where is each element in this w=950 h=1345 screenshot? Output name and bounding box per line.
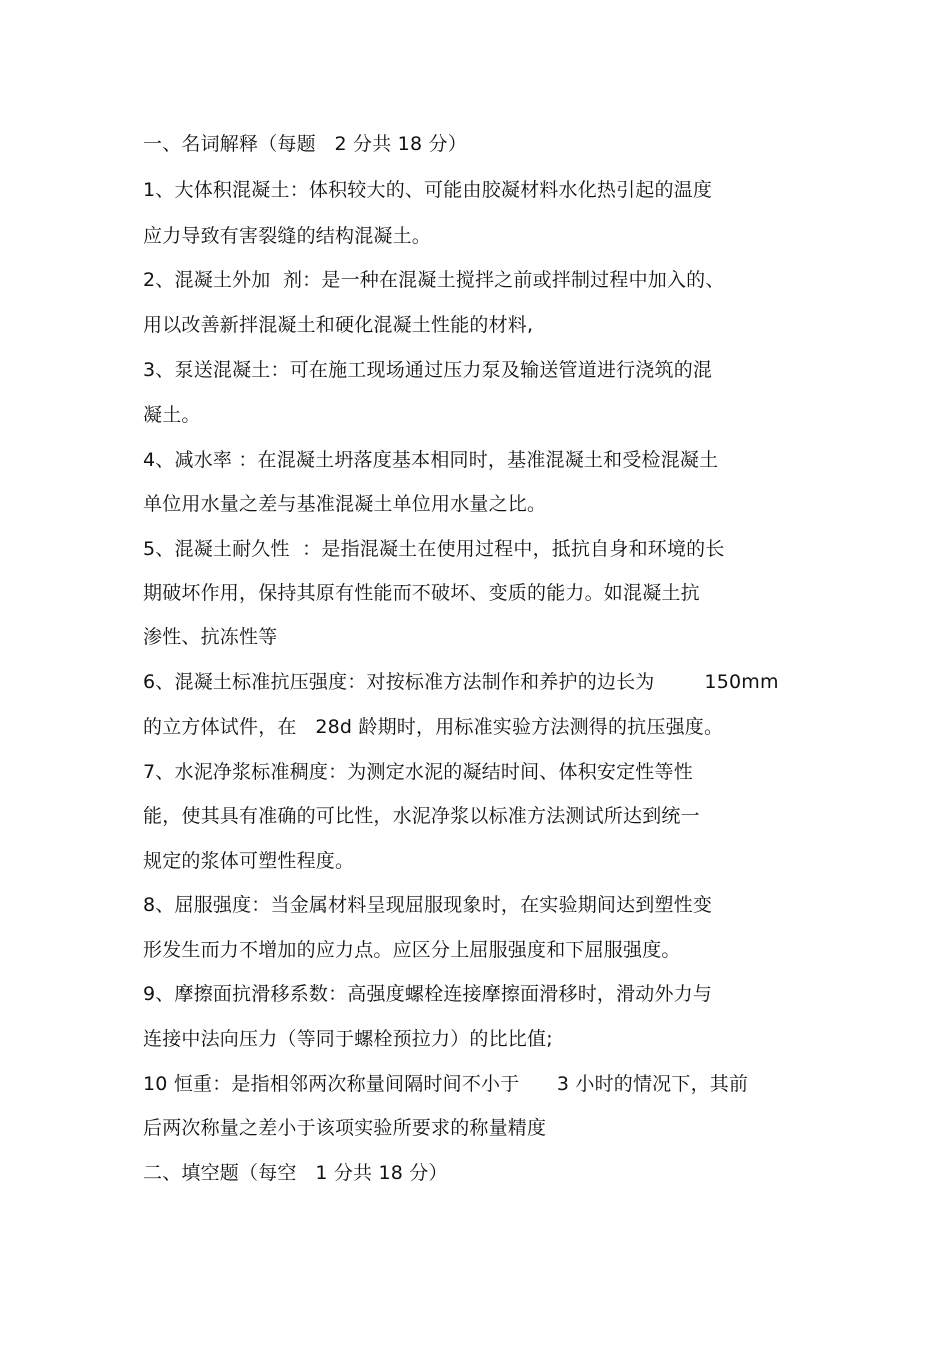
text-line: 的立方体试件，在 28d 龄期时，用标准实验方法测得的抗压强度。	[143, 716, 724, 738]
text-line: 凝土。	[143, 404, 201, 426]
text-line: 10 恒重：是指相邻两次称量间隔时间不小于 3 小时的情况下，其前	[143, 1073, 749, 1095]
text-line: 后两次称量之差小于该项实验所要求的称量精度	[143, 1117, 547, 1139]
section-heading-fill-blank: 二、填空题（每空 1 分共 18 分）	[143, 1162, 448, 1184]
text-line: 1、大体积混凝土：体积较大的、可能由胶凝材料水化热引起的温度	[143, 179, 713, 201]
text-line: 形发生而力不增加的应力点。应区分上屈服强度和下屈服强度。	[143, 939, 681, 961]
text-line: 7、水泥净浆标准稠度：为测定水泥的凝结时间、体积安定性等性	[143, 761, 693, 783]
text-line: 4、减水率 ：在混凝土坍落度基本相同时，基准混凝土和受检混凝土	[143, 449, 719, 471]
text-line: 连接中法向压力（等同于螺栓预拉力）的比比值;	[143, 1028, 553, 1050]
text-line: 8、屈服强度：当金属材料呈现屈服现象时，在实验期间达到塑性变	[143, 894, 713, 916]
text-line: 5、混凝土耐久性 ：是指混凝土在使用过程中，抵抗自身和环境的长	[143, 538, 725, 560]
text-line: 规定的浆体可塑性程度。	[143, 850, 355, 872]
text-line: 2、混凝土外加 剂：是一种在混凝土搅拌之前或拌制过程中加入的、	[143, 269, 725, 291]
text-line: 应力导致有害裂缝的结构混凝土。	[143, 225, 432, 247]
text-line: 6、混凝土标准抗压强度：对按标准方法制作和养护的边长为 150mm	[143, 671, 779, 693]
text-line: 用以改善新拌混凝土和硬化混凝土性能的材料,	[143, 314, 534, 336]
text-line: 3、泵送混凝土：可在施工现场通过压力泵及输送管道进行浇筑的混	[143, 359, 713, 381]
text-line: 能，使其具有准确的可比性，水泥净浆以标准方法测试所达到统一	[143, 805, 700, 827]
text-line: 期破坏作用，保持其原有性能而不破坏、变质的能力。如混凝土抗	[143, 582, 700, 604]
text-line: 渗性、抗冻性等	[143, 626, 278, 648]
section-heading-definitions: 一、名词解释（每题 2 分共 18 分）	[143, 133, 467, 155]
text-line: 9、摩擦面抗滑移系数：高强度螺栓连接摩擦面滑移时，滑动外力与	[143, 983, 713, 1005]
text-line: 单位用水量之差与基准混凝土单位用水量之比。	[143, 493, 547, 515]
